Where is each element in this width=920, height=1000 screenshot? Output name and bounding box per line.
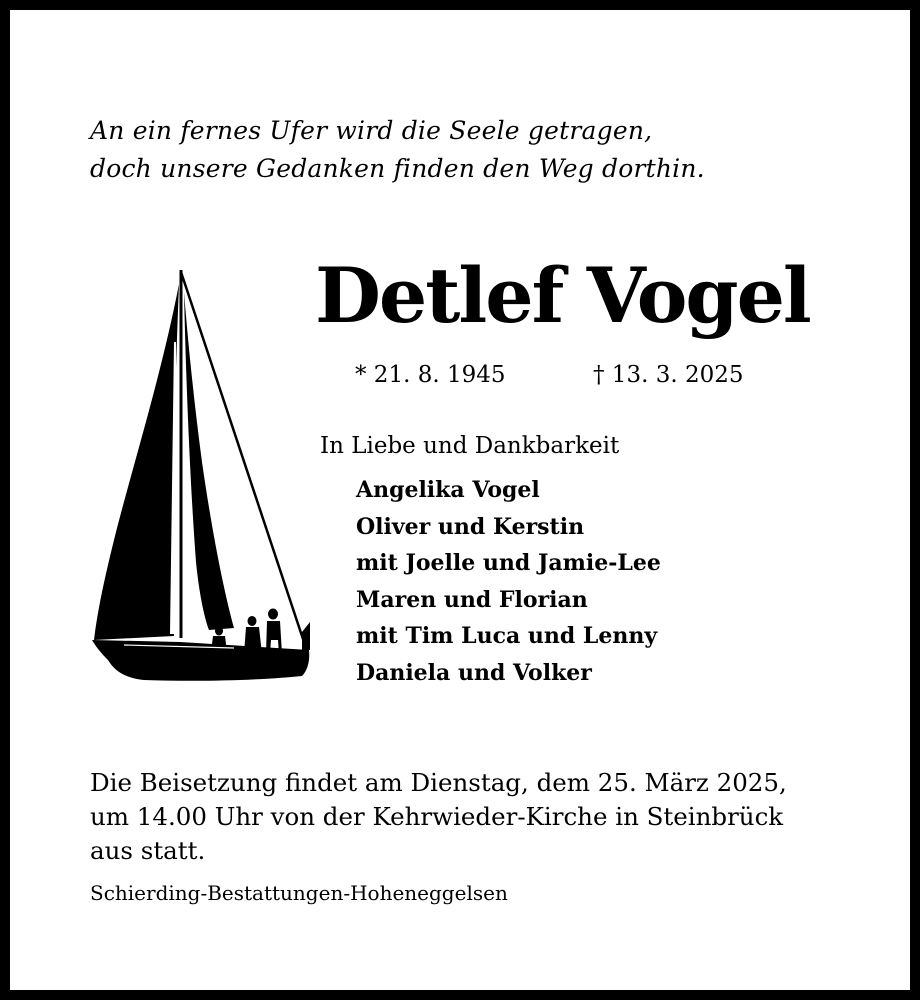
mourners-intro: In Liebe und Dankbarkeit [320, 433, 620, 459]
mourner-name: Oliver und Kerstin [356, 513, 585, 540]
sailboat-icon [84, 262, 314, 692]
mourner-name: mit Joelle und Jamie-Lee [356, 550, 661, 576]
mourners-list [356, 472, 661, 691]
burial-line: Die Beisetzung findet am Dienstag, dem 25. März 2025, [90, 768, 787, 797]
death-date: † 13. 3. 2025 [593, 362, 744, 388]
quote-line: An ein fernes Ufer wird die Seele getragen, [90, 116, 653, 145]
birth-date: * 21. 8. 1945 [355, 362, 506, 388]
undertaker-name: Schierding-Bestattungen-Hoheneggelsen [90, 881, 508, 905]
quote-line: doch unsere Gedanken finden den Weg dorthin. [90, 154, 705, 183]
deceased-name: Detlef Vogel [315, 251, 810, 340]
mourner-name: Angelika Vogel [356, 477, 540, 503]
memorial-quote [90, 112, 705, 188]
burial-line: um 14.00 Uhr von der Kehrwieder-Kirche in Steinbrück [90, 802, 784, 831]
mourner-name: Daniela und Volker [356, 659, 592, 686]
mourner-name: mit Tim Luca und Lenny [356, 623, 658, 649]
burial-line: aus statt. [90, 836, 206, 865]
burial-details [90, 766, 787, 868]
mourner-name: Maren und Florian [356, 586, 588, 613]
